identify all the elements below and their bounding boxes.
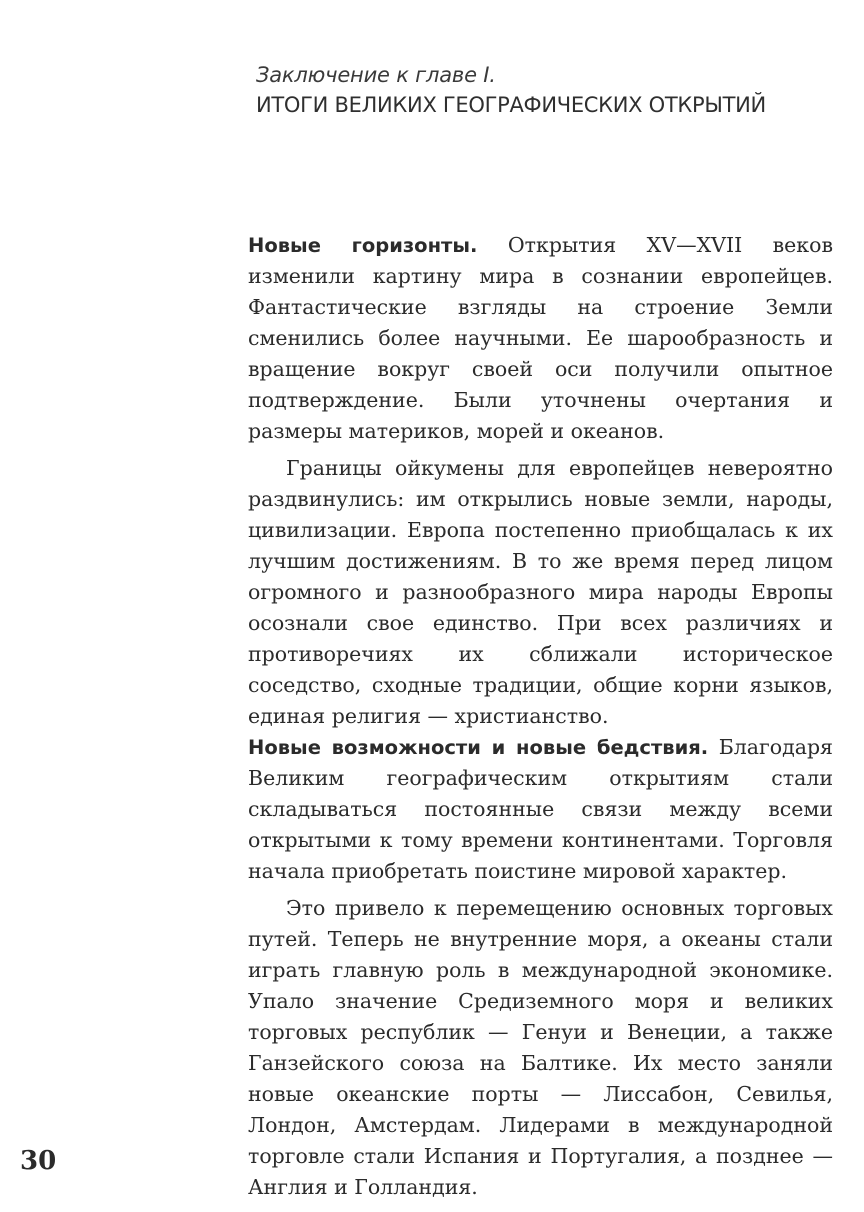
page-number: 30 [20,1146,57,1176]
body-text [248,230,833,1203]
section-2-heading: Новые возможности и новые бедствия. [248,736,709,759]
section-1-heading: Новые горизонты. [248,234,478,257]
section-1-paragraph-1-text: Открытия XV—XVII веков изменили картину мира в сознании европейцев. Фантастические взгляды на строение Земли сменились более научными. Ее шарообразность и вращение вокруг своей оси получили опытное подтверждение. Были уточнены очертания и размеры материков, морей и океанов. [248,233,833,443]
chapter-header [256,60,836,120]
chapter-title: ИТОГИ ВЕЛИКИХ ГЕОГРАФИЧЕСКИХ ОТКРЫТИЙ [256,93,766,117]
chapter-subtitle: Заключение к главе I. [256,63,496,87]
section-2-paragraph-1 [248,732,833,887]
section-2-paragraph-2: Это привело к перемещению основных торговых путей. Теперь не внутренние моря, а океаны стали играть главную роль в международной экономике. Упало значение Средиземного моря и великих торговых республик — Генуи и Венеции, а также Ганзейского союза на Балтике. Их место заняли новые океанские порты — Лиссабон, Севилья, Лондон, Амстердам. Лидерами в международной торговле стали Испания и Португалия, а позднее — Англия и Голландия. [248,896,833,1199]
section-2-paragraph-1-text: Благодаря Великим географическим открытиям стали складываться постоянные связи между всеми открытыми к тому времени континентами. Торговля начала приобретать поистине мировой характер. [248,735,833,883]
section-1-paragraph-2: Границы ойкумены для европейцев невероятно раздвинулись: им открылись новые земли, народы, цивилизации. Европа постепенно приобщалась к их лучшим достижениям. В то же время перед лицом огромного и разнообразного мира народы Европы осознали свое единство. При всех различиях и противоречиях их сближали историческое соседство, сходные традиции, общие корни языков, единая религия — христианство. [248,456,833,728]
section-1-paragraph-1 [248,230,833,447]
